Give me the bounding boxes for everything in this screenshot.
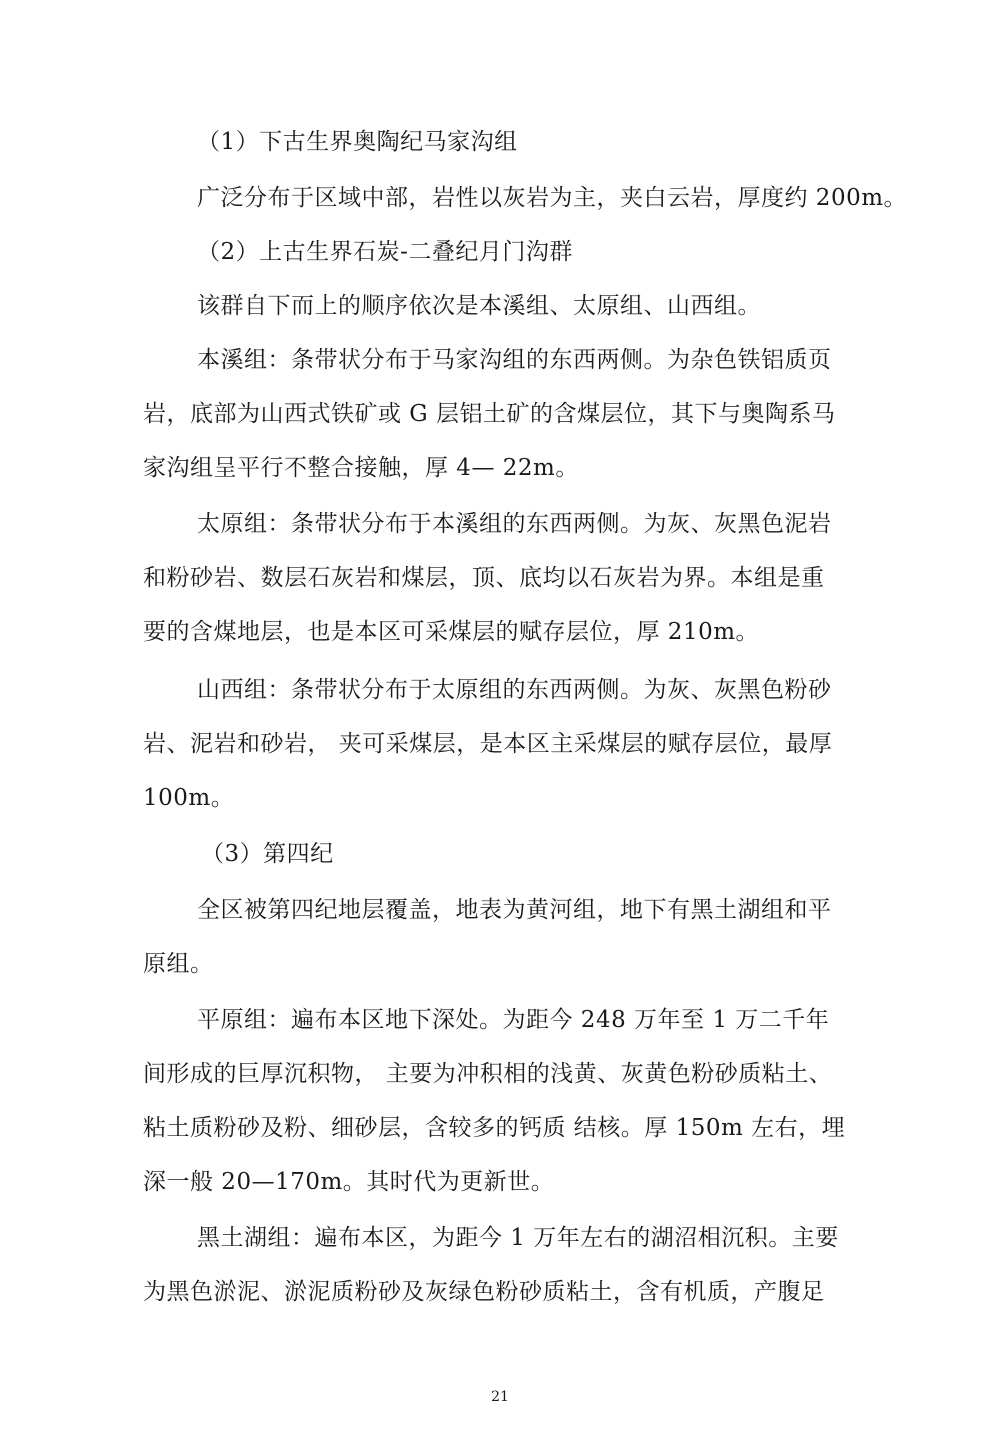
paragraph-line: 该群自下而上的顺序依次是本溪组、太原组、山西组。 [197, 293, 761, 319]
paragraph-line: 要的含煤地层，也是本区可采煤层的赋存层位，厚 210m。 [143, 619, 760, 645]
paragraph-line: 山西组：条带状分布于太原组的东西两侧。为灰、灰黑色粉砂 [197, 677, 832, 703]
paragraph-line: 100m。 [143, 785, 235, 811]
paragraph-line: 本溪组：条带状分布于马家沟组的东西两侧。为杂色铁铝质页 [197, 347, 832, 373]
paragraph-line: 岩，底部为山西式铁矿或 G 层铝土矿的含煤层位，其下与奥陶系马 [143, 401, 836, 427]
paragraph-line: 全区被第四纪地层覆盖，地表为黄河组，地下有黑土湖组和平 [197, 897, 832, 923]
paragraph-line: 间形成的巨厚沉积物， 主要为冲积相的浅黄、灰黄色粉砂质粘土、 [143, 1061, 833, 1087]
paragraph-line: 岩、泥岩和砂岩， 夹可采煤层，是本区主采煤层的赋存层位，最厚 [143, 731, 833, 757]
paragraph-line: 粘土质粉砂及粉、细砂层，含较多的钙质 结核。厚 150m 左右，埋 [143, 1115, 846, 1141]
paragraph-line: 黑土湖组：遍布本区，为距今 1 万年左右的湖沼相沉积。主要 [197, 1225, 839, 1251]
heading-majiagou: （1）下古生界奥陶纪马家沟组 [197, 129, 518, 155]
paragraph-line: 深一般 20—170m。其时代为更新世。 [143, 1169, 555, 1195]
paragraph-line: 太原组：条带状分布于本溪组的东西两侧。为灰、灰黑色泥岩 [197, 511, 832, 537]
paragraph-line: 原组。 [143, 951, 214, 977]
paragraph-line: 平原组：遍布本区地下深处。为距今 248 万年至 1 万二千年 [197, 1007, 830, 1033]
page-number: 21 [491, 1389, 509, 1405]
paragraph-line: 家沟组呈平行不整合接触，厚 4— 22m。 [143, 455, 579, 481]
heading-yuemengou: （2）上古生界石炭-二叠纪月门沟群 [197, 239, 573, 265]
paragraph-line: 和粉砂岩、数层石灰岩和煤层，顶、底均以石灰岩为界。本组是重 [143, 565, 825, 591]
paragraph-line: 广泛分布于区域中部，岩性以灰岩为主，夹白云岩，厚度约 200m。 [197, 185, 908, 211]
paragraph-line: 为黑色淤泥、淤泥质粉砂及灰绿色粉砂质粘土，含有机质，产腹足 [143, 1279, 825, 1305]
heading-quaternary: （3）第四纪 [201, 841, 334, 867]
